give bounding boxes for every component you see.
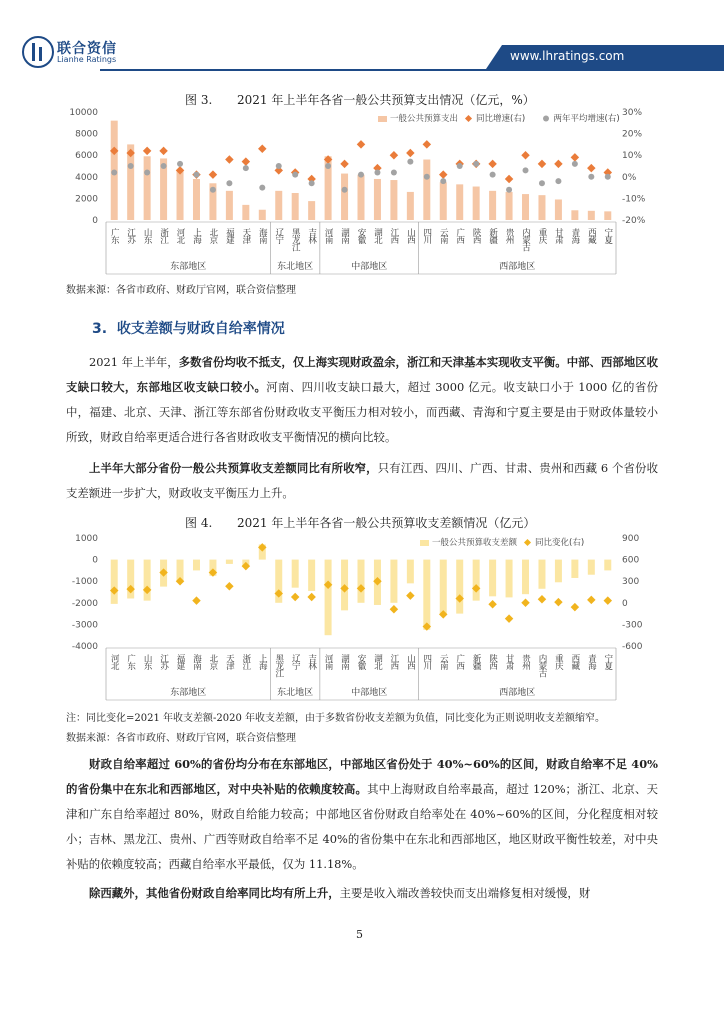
bar [226,560,233,564]
bar [506,192,513,220]
figure4-note: 注：同比变化=2021 年收支差额-2020 年收支差额，由于多数省份收支差额为负值，同比变化为正则说明收支差额缩窄。 [66,713,606,724]
bar [407,560,414,584]
circle-marker [605,174,611,180]
paragraph-1-lead: 2021 年上半年， [89,355,179,369]
lianhe-logo-icon [22,36,54,68]
diamond-marker [439,170,447,178]
diamond-marker [406,591,414,599]
diamond-marker [571,603,579,611]
diamond-marker [159,147,167,155]
bar [489,560,496,597]
legend-swatch [465,115,472,122]
bar [473,560,480,601]
bar [555,560,562,583]
circle-marker [177,161,183,167]
circle-marker [588,174,594,180]
category-label: 四川 [421,654,432,669]
category-label: 湖北 [372,228,383,243]
circle-marker [424,174,430,180]
circle-marker [391,169,397,175]
category-label: 北京 [207,654,218,669]
y-tick-label: 0 [92,555,98,566]
bar [489,191,496,220]
category-label: 贵州 [520,654,531,669]
bar [144,560,151,601]
diamond-marker [488,160,496,168]
group-label: 东北地区 [277,262,314,272]
bar [390,180,397,220]
y2-tick-label: -300 [622,620,643,631]
y2-tick-label: -600 [622,642,643,652]
category-label: 吉林 [306,228,317,243]
legend-swatch [524,539,531,546]
legend-swatch [378,116,387,122]
paragraph-3 [66,752,658,877]
figure4-source: 数据来源：各省市政府、财政厅官网，联合资信整理 [66,733,296,744]
category-label: 黑龙江 [273,654,284,677]
legend-label: 一般公共预算支出 [390,114,459,124]
diamond-marker [587,164,595,172]
bar [226,191,233,220]
diamond-marker [604,596,612,604]
bar [308,560,315,591]
category-label: 青海 [586,654,597,669]
page-header [0,0,724,78]
bar [358,175,365,220]
bar [538,560,545,589]
category-label: 天津 [240,228,251,243]
group-label: 西部地区 [499,262,536,272]
category-label: 安徽 [356,228,366,243]
y2-tick-label: 20% [622,129,643,140]
category-label: 海南 [257,228,268,243]
category-label: 辽宁 [290,654,301,669]
y-tick-label: 8000 [75,129,98,140]
bar [193,179,200,220]
section-number: 3. [92,321,108,337]
y-tick-label: 10000 [69,108,98,118]
figure4-chart [66,530,658,702]
y-tick-label: -2000 [71,598,98,609]
paragraph-3-rest: 其中上海财政自给率最高，超过 120%；浙江、北京、天津和广东自给率超过 80%，财政自给能力较高；中部地区省份财政自给率处在 40%~60%的区间，分化程度相对较小；吉林、黑龙江、贵州、广西等财政自给率不足 40%的省份集中在东北和西部地区，地区财政平衡性较差，对中央补贴的依赖度较高；西藏自给率水平最低，仅为 11.18%。 [66,782,658,871]
figure4-caption [185,514,535,531]
bar [440,182,447,220]
bar [358,560,365,603]
diamond-marker [505,614,513,622]
circle-marker [572,161,578,167]
circle-marker [490,172,496,178]
y-tick-label: -3000 [71,620,98,631]
bar [144,156,151,220]
legend-label: 一般公共预算收支差额 [432,538,518,548]
category-label: 广东 [125,654,136,669]
category-label: 江苏 [158,654,169,669]
bar [456,560,463,614]
circle-marker [259,185,265,191]
bar [604,560,611,571]
y-tick-label: 1000 [75,534,98,544]
bar [423,160,430,220]
paragraph-4 [66,881,658,906]
category-label: 四川 [421,228,432,243]
circle-marker [374,169,380,175]
circle-marker [440,178,446,184]
y2-tick-label: 900 [622,534,640,544]
diamond-marker [554,160,562,168]
section-heading [92,318,285,338]
y2-tick-label: 30% [622,108,643,118]
category-label: 甘肃 [504,654,515,669]
diamond-marker [192,596,200,604]
diamond-marker [521,599,529,607]
y-tick-label: 0 [92,216,98,226]
category-label: 内蒙古 [520,228,531,251]
diamond-marker [242,157,250,165]
diamond-marker [571,153,579,161]
circle-marker [193,172,199,178]
circle-marker [144,169,150,175]
group-label: 东部地区 [170,262,207,272]
y-tick-label: -4000 [71,642,98,652]
circle-marker [292,172,298,178]
bar [506,560,513,598]
diamond-marker [390,151,398,159]
diamond-marker [488,600,496,608]
diamond-marker [143,147,151,155]
category-label: 江西 [388,228,399,243]
figure3-source: 数据来源：各省市政府、财政厅官网，联合资信整理 [66,285,296,296]
figure3-title: 2021 年上半年各省一般公共预算支出情况（亿元，%） [237,93,535,107]
legend-label: 两年平均增速(右) [553,114,620,124]
diamond-marker [538,160,546,168]
group-label: 东部地区 [170,688,207,698]
category-label: 新疆 [471,654,482,669]
category-label: 广东 [109,228,120,243]
diamond-marker [357,140,365,148]
category-label: 山西 [405,228,416,243]
category-label: 浙江 [240,654,251,669]
bar [111,560,118,604]
paragraph-3-bold: 财政自给率超过 60%的省份均分布在东部地区，中部地区省份处于 40%~60%的区间，财政自给率不足 40%的省份集中在东北和西部地区，对中央补贴的依赖度较高。 [66,757,658,796]
circle-marker [358,172,364,178]
diamond-marker [554,598,562,606]
figure3-chart [66,104,658,276]
category-label: 湖北 [372,654,383,669]
category-label: 陕西 [471,228,482,243]
bar [555,199,562,220]
y2-tick-label: 0 [622,598,628,609]
diamond-marker [225,582,233,590]
group-label: 东北地区 [277,688,314,698]
bar [588,560,595,575]
category-label: 福建 [224,228,235,243]
legend-label: 同比变化(右) [535,538,585,548]
diamond-marker [406,149,414,157]
paragraph-2 [66,456,658,506]
figure4-label: 图 4. [185,516,213,530]
circle-marker [161,163,167,169]
website-url[interactable]: www.lhratings.com [510,49,625,63]
circle-marker [506,187,512,193]
diamond-marker [423,140,431,148]
category-label: 山西 [405,654,416,669]
diamond-marker [521,151,529,159]
category-label: 广西 [454,654,465,669]
category-label: 辽宁 [273,228,284,243]
bar [275,191,282,220]
category-label: 海南 [191,654,202,669]
bar [538,195,545,220]
diamond-marker [258,144,266,152]
category-label: 黑龙江 [290,228,301,251]
diamond-marker [291,593,299,601]
bar [473,187,480,220]
circle-marker [243,165,249,171]
category-label: 贵州 [504,228,515,243]
diamond-marker [307,593,315,601]
category-label: 江苏 [125,228,136,243]
diamond-marker [209,170,217,178]
figure4-title: 2021 年上半年各省一般公共预算收支差额情况（亿元） [237,516,536,530]
logo-english: Lianhe Ratings [57,55,117,64]
category-label: 云南 [438,654,449,669]
bar [407,192,414,220]
section-title-text: 收支差额与财政自给率情况 [116,321,285,337]
bar [588,211,595,220]
paragraph-4-rest: 主要是收入端改善较快而支出端修复相对缓慢，财 [339,886,591,900]
bar [341,174,348,220]
bar [177,170,184,220]
legend-swatch [420,540,429,546]
page-number: 5 [356,928,363,941]
category-label: 重庆 [553,654,564,669]
category-label: 山东 [142,654,153,669]
circle-marker [523,167,529,173]
category-label: 福建 [175,654,186,669]
bar [604,211,611,220]
bar [193,560,200,571]
circle-marker [111,169,117,175]
bar [242,205,249,220]
category-label: 浙江 [158,228,169,243]
category-label: 天津 [224,654,235,669]
y2-tick-label: -10% [622,194,646,205]
category-label: 河北 [109,654,120,669]
paragraph-1 [66,350,658,450]
bar [522,560,529,595]
circle-marker [276,163,282,169]
logo-chinese: 联合资信 [57,41,117,57]
bar [259,210,266,220]
group-label: 西部地区 [499,688,536,698]
category-label: 北京 [207,228,218,243]
category-label: 上海 [191,228,202,243]
bar [325,560,332,636]
bar [571,560,578,578]
y-tick-label: 6000 [75,151,98,162]
circle-marker [342,187,348,193]
category-label: 重庆 [536,228,547,243]
category-label: 广西 [454,228,465,243]
paragraph-2-rest: 只有江西、四川、广西、甘肃、贵州和西藏 6 个省份收支差额进一步扩大，财政收支平衡压力上升。 [66,461,658,500]
circle-marker [407,159,413,165]
bar [440,560,447,615]
y2-tick-label: 10% [622,151,643,162]
category-label: 吉林 [306,654,317,669]
category-label: 青海 [569,228,580,243]
category-label: 河南 [323,228,334,243]
diamond-marker [505,175,513,183]
circle-marker [309,180,315,186]
y2-tick-label: 300 [622,577,640,588]
circle-marker [473,161,479,167]
diamond-marker [340,160,348,168]
y-tick-label: 4000 [75,172,98,183]
category-label: 西藏 [586,228,597,243]
category-label: 河南 [323,654,334,669]
paragraph-1-bold: 多数省份均收不抵支，仅上海实现财政盈余，浙江和天津基本实现收支平衡。中部、西部地区收支缺口较大，东部地区收支缺口较小。 [66,355,658,394]
group-label: 中部地区 [351,262,388,272]
category-label: 山东 [142,228,153,243]
y2-tick-label: 0% [622,172,637,183]
bar [390,560,397,603]
diamond-marker [587,596,595,604]
category-label: 陕西 [487,654,498,669]
header-divider [100,69,724,71]
circle-marker [128,163,134,169]
paragraph-2-bold: 上半年大部分省份一般公共预算收支差额同比有所收窄， [89,461,378,475]
diamond-marker [390,605,398,613]
bar [308,201,315,220]
category-label: 内蒙古 [536,654,547,677]
circle-marker [226,180,232,186]
circle-marker [539,180,545,186]
paragraph-1-rest: 河南、四川收支缺口最大，超过 3000 亿元。收支缺口小于 1000 亿的省份中，福建、北京、天津、浙江等东部省份财政收支平衡压力相对较小，而西藏、青海和宁夏主要是由于财政体量较小所致，财政自给率更适合进行各省财政收支平衡情况的横向比较。 [66,380,658,444]
y-tick-label: -1000 [71,577,98,588]
bar [292,193,299,220]
category-label: 江西 [388,654,399,669]
bar [423,560,430,630]
paragraph-4-bold: 除西藏外，其他省份财政自给率同比均有所上升， [89,886,340,900]
category-label: 甘肃 [553,228,564,243]
group-label: 中部地区 [351,688,388,698]
circle-marker [325,163,331,169]
category-label: 湖南 [339,228,350,243]
category-label: 新疆 [487,228,498,243]
diamond-marker [538,595,546,603]
bar [522,194,529,220]
bar [571,210,578,220]
y2-tick-label: 600 [622,555,640,566]
figure3-label: 图 3. [185,93,213,107]
category-label: 云南 [438,228,449,243]
category-label: 河北 [175,228,186,243]
category-label: 湖南 [339,654,350,669]
diamond-marker [225,155,233,163]
y2-tick-label: -20% [622,216,646,226]
y-tick-label: 2000 [75,194,98,205]
category-label: 上海 [257,654,268,669]
bar [456,184,463,220]
category-label: 宁夏 [602,654,613,669]
category-label: 西藏 [569,654,580,669]
category-label: 安徽 [356,654,366,669]
bar [374,179,381,220]
circle-marker [555,178,561,184]
circle-marker [457,163,463,169]
legend-swatch [543,116,549,122]
category-label: 宁夏 [602,228,613,243]
bar [292,560,299,588]
circle-marker [210,187,216,193]
legend-label: 同比增速(右) [476,114,526,124]
